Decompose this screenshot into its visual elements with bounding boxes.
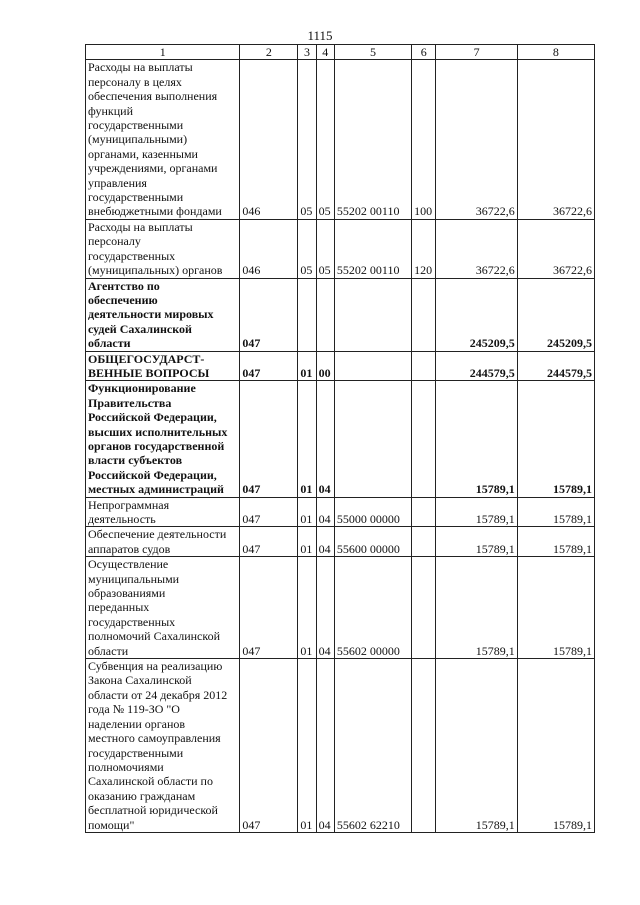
table-row bbox=[86, 219, 595, 278]
row-name bbox=[86, 527, 240, 557]
row-name-text: Обеспечение деятельности аппаратов судов bbox=[88, 527, 227, 556]
amount-2015: 36722,6 bbox=[436, 60, 517, 219]
row-name-text: ОБЩЕГОСУДАРСТ- ВЕННЫЕ ВОПРОСЫ bbox=[88, 351, 210, 380]
subsection-code: 05 bbox=[316, 219, 334, 278]
section-code: 01 bbox=[298, 351, 316, 381]
table-row bbox=[86, 60, 595, 219]
column-header: 7 bbox=[436, 45, 517, 60]
header-row bbox=[86, 45, 595, 60]
target-code bbox=[334, 278, 411, 351]
table-row bbox=[86, 527, 595, 557]
table-row bbox=[86, 278, 595, 351]
section-code: 05 bbox=[298, 219, 316, 278]
target-code bbox=[334, 381, 411, 497]
row-name bbox=[86, 497, 240, 527]
table-row bbox=[86, 381, 595, 497]
subsection-code: 04 bbox=[316, 381, 334, 497]
row-name-text: Расходы на выплаты персоналу государственных (муниципальных) органов bbox=[88, 219, 223, 278]
section-code: 05 bbox=[298, 60, 316, 219]
row-name-text: Осуществление муниципальными образованиями переданных государственных полномочий Сахалинской области bbox=[88, 557, 221, 658]
expense-type-code bbox=[412, 497, 436, 527]
row-name bbox=[86, 659, 240, 833]
column-header: 8 bbox=[517, 45, 594, 60]
target-code: 55602 00000 bbox=[334, 557, 411, 659]
subsection-code: 04 bbox=[316, 659, 334, 833]
amount-2015: 15789,1 bbox=[436, 659, 517, 833]
row-name-text: Агентство по обеспечению деятельности мировых судей Сахалинской области bbox=[88, 278, 214, 351]
row-name-text: Расходы на выплаты персоналу в целях обеспечения выполнения функций государственными (муниципальными) органами, казенными учреждениями, органами управления государственными внебюджетными фондами bbox=[88, 60, 222, 219]
amount-2015: 245209,5 bbox=[436, 278, 517, 351]
amount-2015: 15789,1 bbox=[436, 381, 517, 497]
subsection-code: 00 bbox=[316, 351, 334, 381]
amount-2015: 15789,1 bbox=[436, 527, 517, 557]
section-code bbox=[298, 278, 316, 351]
table-row bbox=[86, 351, 595, 381]
expense-type-code: 120 bbox=[412, 219, 436, 278]
target-code: 55000 00000 bbox=[334, 497, 411, 527]
subsection-code bbox=[316, 278, 334, 351]
column-header: 1 bbox=[86, 45, 240, 60]
amount-2015: 15789,1 bbox=[436, 497, 517, 527]
row-name-text: Субвенция на реализацию Закона Сахалинской области от 24 декабря 2012 года № 119-ЗО "О наделении органов местного самоуправления государственными полномочиями Сахалинской области по оказанию гражданам бесплатной юридической помощи" bbox=[88, 659, 228, 832]
column-header: 5 bbox=[334, 45, 411, 60]
amount-2015: 244579,5 bbox=[436, 351, 517, 381]
row-name bbox=[86, 351, 240, 381]
expense-type-code bbox=[412, 527, 436, 557]
budget-table bbox=[85, 44, 595, 833]
column-header: 2 bbox=[240, 45, 298, 60]
table-row bbox=[86, 557, 595, 659]
ministry-code: 047 bbox=[240, 278, 298, 351]
ministry-code: 047 bbox=[240, 659, 298, 833]
ministry-code: 046 bbox=[240, 60, 298, 219]
amount-2015: 36722,6 bbox=[436, 219, 517, 278]
expense-type-code bbox=[412, 557, 436, 659]
section-code: 01 bbox=[298, 381, 316, 497]
ministry-code: 047 bbox=[240, 381, 298, 497]
expense-type-code bbox=[412, 381, 436, 497]
column-header: 4 bbox=[316, 45, 334, 60]
expense-type-code bbox=[412, 278, 436, 351]
ministry-code: 046 bbox=[240, 219, 298, 278]
ministry-code: 047 bbox=[240, 527, 298, 557]
subsection-code: 05 bbox=[316, 60, 334, 219]
amount-2016: 15789,1 bbox=[517, 381, 594, 497]
amount-2016: 15789,1 bbox=[517, 527, 594, 557]
section-code: 01 bbox=[298, 557, 316, 659]
ministry-code: 047 bbox=[240, 557, 298, 659]
row-name-text: Функционирование Правительства Российской Федерации, высших исполнительных органов государственной власти субъектов Российской Федерации, местных администраций bbox=[88, 381, 228, 497]
amount-2016: 36722,6 bbox=[517, 219, 594, 278]
table-row bbox=[86, 497, 595, 527]
page-number: 1115 bbox=[307, 28, 333, 43]
amount-2016: 36722,6 bbox=[517, 60, 594, 219]
row-name bbox=[86, 60, 240, 219]
column-header: 3 bbox=[298, 45, 316, 60]
target-code: 55600 00000 bbox=[334, 527, 411, 557]
amount-2016: 15789,1 bbox=[517, 659, 594, 833]
ministry-code: 047 bbox=[240, 351, 298, 381]
subsection-code: 04 bbox=[316, 497, 334, 527]
section-code: 01 bbox=[298, 497, 316, 527]
amount-2016: 15789,1 bbox=[517, 497, 594, 527]
ministry-code: 047 bbox=[240, 497, 298, 527]
column-header: 6 bbox=[412, 45, 436, 60]
row-name bbox=[86, 381, 240, 497]
subsection-code: 04 bbox=[316, 557, 334, 659]
section-code: 01 bbox=[298, 527, 316, 557]
section-code: 01 bbox=[298, 659, 316, 833]
subsection-code: 04 bbox=[316, 527, 334, 557]
amount-2016: 15789,1 bbox=[517, 557, 594, 659]
target-code bbox=[334, 351, 411, 381]
target-code: 55202 00110 bbox=[334, 60, 411, 219]
row-name bbox=[86, 278, 240, 351]
amount-2016: 245209,5 bbox=[517, 278, 594, 351]
target-code: 55202 00110 bbox=[334, 219, 411, 278]
amount-2015: 15789,1 bbox=[436, 557, 517, 659]
row-name-text: Непрограммная деятельность bbox=[88, 497, 170, 526]
expense-type-code bbox=[412, 659, 436, 833]
expense-type-code bbox=[412, 351, 436, 381]
row-name bbox=[86, 557, 240, 659]
table-row bbox=[86, 659, 595, 833]
expense-type-code: 100 bbox=[412, 60, 436, 219]
amount-2016: 244579,5 bbox=[517, 351, 594, 381]
row-name bbox=[86, 219, 240, 278]
target-code: 55602 62210 bbox=[334, 659, 411, 833]
